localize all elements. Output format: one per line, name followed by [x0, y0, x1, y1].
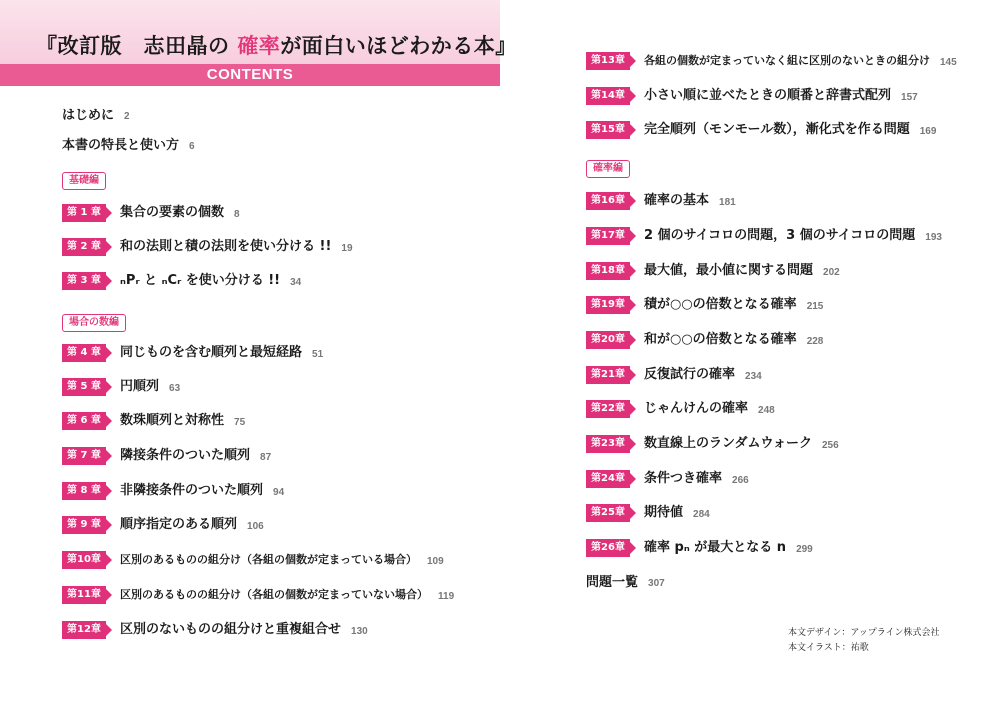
chapter-title: 確率 pₙ が最大となる n	[644, 539, 787, 555]
toc-entry-chapter-5[interactable]	[62, 376, 180, 396]
toc-entry-chapter-19[interactable]	[586, 294, 823, 314]
page-number: 6	[189, 141, 195, 152]
entry-label: 問題一覧	[586, 575, 639, 590]
page-number: 266	[732, 475, 749, 486]
book-title-prefix: 『改訂版 志田晶の	[36, 34, 238, 58]
chapter-title: 和の法則と積の法則を使い分ける !!	[120, 238, 332, 254]
toc-entry-chapter-10[interactable]	[62, 549, 444, 569]
chapter-title: 小さい順に並べたときの順番と辞書式配列	[644, 87, 892, 103]
toc-entry-chapter-23[interactable]	[586, 433, 839, 453]
chapter-badge: 第 4 章	[62, 344, 106, 362]
page-number: 307	[648, 578, 665, 589]
toc-entry-intro[interactable]	[62, 104, 130, 123]
toc-entry-chapter-25[interactable]	[586, 502, 710, 522]
toc-entry-chapter-6[interactable]	[62, 410, 245, 430]
toc-entry-chapter-12[interactable]	[62, 619, 368, 639]
chapter-title: ₙPᵣ と ₙCᵣ を使い分ける !!	[120, 272, 281, 288]
chapter-title: 完全順列（モンモール数），漸化式を作る問題	[644, 121, 910, 137]
page-number: 19	[341, 243, 353, 254]
entry-label: 本書の特長と使い方	[62, 138, 180, 153]
page-number: 87	[260, 452, 272, 463]
toc-entry-chapter-22[interactable]	[586, 398, 775, 418]
page-number: 34	[290, 277, 302, 288]
toc-entry-chapter-1[interactable]	[62, 202, 240, 222]
chapter-title: 隣接条件のついた順列	[120, 447, 251, 463]
book-title-emphasis: 確率	[237, 34, 281, 58]
toc-entry-features[interactable]	[62, 134, 195, 153]
chapter-badge: 第19章	[586, 296, 630, 314]
toc-entry-chapter-8[interactable]	[62, 480, 284, 500]
page-number: 215	[806, 301, 824, 312]
page-number: 119	[438, 591, 455, 602]
chapter-badge: 第 1 章	[62, 204, 106, 222]
page-number: 109	[427, 556, 444, 567]
page-number: 228	[806, 336, 824, 347]
toc-entry-chapter-4[interactable]	[62, 342, 323, 362]
credit-illustration: 本文イラスト：祐歌	[788, 643, 869, 653]
toc-entry-chapter-14[interactable]	[586, 85, 918, 105]
section-label-counting: 場合の数編	[62, 314, 126, 332]
chapter-title: 円順列	[120, 378, 160, 394]
contents-heading: CONTENTS	[0, 64, 500, 86]
chapter-badge: 第 5 章	[62, 378, 106, 396]
chapter-badge: 第 7 章	[62, 447, 106, 465]
chapter-badge: 第24章	[586, 470, 630, 488]
toc-entry-chapter-15[interactable]	[586, 119, 936, 139]
chapter-badge: 第10章	[62, 551, 106, 569]
chapter-badge: 第22章	[586, 400, 630, 418]
toc-entry-chapter-24[interactable]	[586, 468, 749, 488]
page-number: 94	[273, 487, 285, 498]
page-number: 75	[234, 417, 246, 428]
chapter-title: 同じものを含む順列と最短経路	[120, 344, 303, 360]
chapter-title: 区別のあるものの組分け（各組の個数が定まっている場合）	[120, 552, 417, 566]
page-number: 248	[758, 405, 775, 416]
page-number: 106	[247, 521, 264, 532]
credits	[788, 626, 939, 656]
chapter-title: 数直線上のランダムウォーク	[644, 435, 812, 451]
toc-entry-chapter-16[interactable]	[586, 190, 736, 210]
page-number: 202	[823, 267, 840, 278]
chapter-title: 積が○○の倍数となる確率	[644, 296, 797, 312]
chapter-badge: 第 3 章	[62, 272, 106, 290]
chapter-badge: 第23章	[586, 435, 630, 453]
page-number: 8	[234, 209, 240, 220]
chapter-badge: 第12章	[62, 621, 106, 639]
chapter-title: 区別のあるものの組分け（各組の個数が定まっていない場合）	[120, 587, 428, 601]
chapter-badge: 第16章	[586, 192, 630, 210]
chapter-badge: 第13章	[586, 52, 630, 70]
toc-entry-chapter-13[interactable]	[586, 50, 957, 70]
page-number: 234	[745, 371, 762, 382]
page-number: 51	[312, 349, 324, 360]
chapter-title: 最大値，最小値に関する問題	[644, 262, 814, 278]
toc-entry-problems-list[interactable]	[586, 571, 665, 590]
chapter-badge: 第 9 章	[62, 516, 106, 534]
toc-entry-chapter-2[interactable]	[62, 236, 353, 256]
page-number: 2	[124, 111, 130, 122]
toc-entry-chapter-7[interactable]	[62, 445, 271, 465]
toc-entry-chapter-17[interactable]	[586, 225, 942, 245]
chapter-badge: 第 6 章	[62, 412, 106, 430]
chapter-badge: 第21章	[586, 366, 630, 384]
chapter-title: 反復試行の確率	[644, 366, 736, 382]
toc-entry-chapter-20[interactable]	[586, 329, 823, 349]
chapter-badge: 第17章	[586, 227, 630, 245]
page-number: 299	[796, 544, 813, 555]
page-number: 157	[901, 92, 918, 103]
chapter-title: 非隣接条件のついた順列	[120, 482, 264, 498]
book-title-suffix: が面白いほどわかる本』	[280, 34, 517, 58]
chapter-badge: 第20章	[586, 331, 630, 349]
toc-entry-chapter-9[interactable]	[62, 514, 264, 534]
section-label-probability: 確率編	[586, 160, 630, 178]
chapter-title: 順序指定のある順列	[120, 516, 238, 532]
chapter-title: 数珠順列と対称性	[120, 412, 225, 428]
chapter-badge: 第18章	[586, 262, 630, 280]
chapter-badge: 第 2 章	[62, 238, 106, 256]
toc-entry-chapter-18[interactable]	[586, 260, 840, 280]
chapter-title: 各組の個数が定まっていなく組に区別のないときの組分け	[644, 53, 930, 67]
chapter-badge: 第25章	[586, 504, 630, 522]
credit-design: 本文デザイン：アップライン株式会社	[788, 628, 940, 638]
toc-entry-chapter-11[interactable]	[62, 584, 454, 604]
chapter-title: 期待値	[644, 504, 684, 520]
page-number: 63	[169, 383, 181, 394]
page-number: 181	[719, 197, 736, 208]
page-number: 193	[925, 232, 942, 243]
section-label-basic: 基礎編	[62, 172, 106, 190]
chapter-badge: 第11章	[62, 586, 106, 604]
book-title	[36, 30, 517, 60]
toc-entry-chapter-3[interactable]	[62, 270, 301, 290]
entry-label: はじめに	[62, 108, 115, 123]
chapter-title: じゃんけんの確率	[644, 400, 749, 416]
chapter-title: 和が○○の倍数となる確率	[644, 331, 797, 347]
chapter-title: 確率の基本	[644, 192, 710, 208]
page-number: 130	[351, 626, 368, 637]
page-number: 145	[940, 57, 957, 68]
page-number: 256	[821, 440, 839, 451]
page-number: 169	[919, 126, 937, 137]
chapter-badge: 第 8 章	[62, 482, 106, 500]
chapter-title: 2 個のサイコロの問題，3 個のサイコロの問題	[644, 227, 916, 243]
chapter-badge: 第26章	[586, 539, 630, 557]
chapter-title: 条件つき確率	[644, 470, 723, 486]
chapter-title: 区別のないものの組分けと重複組合せ	[120, 621, 342, 637]
chapter-badge: 第15章	[586, 121, 630, 139]
toc-entry-chapter-26[interactable]	[586, 537, 813, 557]
page-number: 284	[693, 509, 710, 520]
chapter-badge: 第14章	[586, 87, 630, 105]
toc-entry-chapter-21[interactable]	[586, 364, 762, 384]
chapter-title: 集合の要素の個数	[120, 204, 225, 220]
